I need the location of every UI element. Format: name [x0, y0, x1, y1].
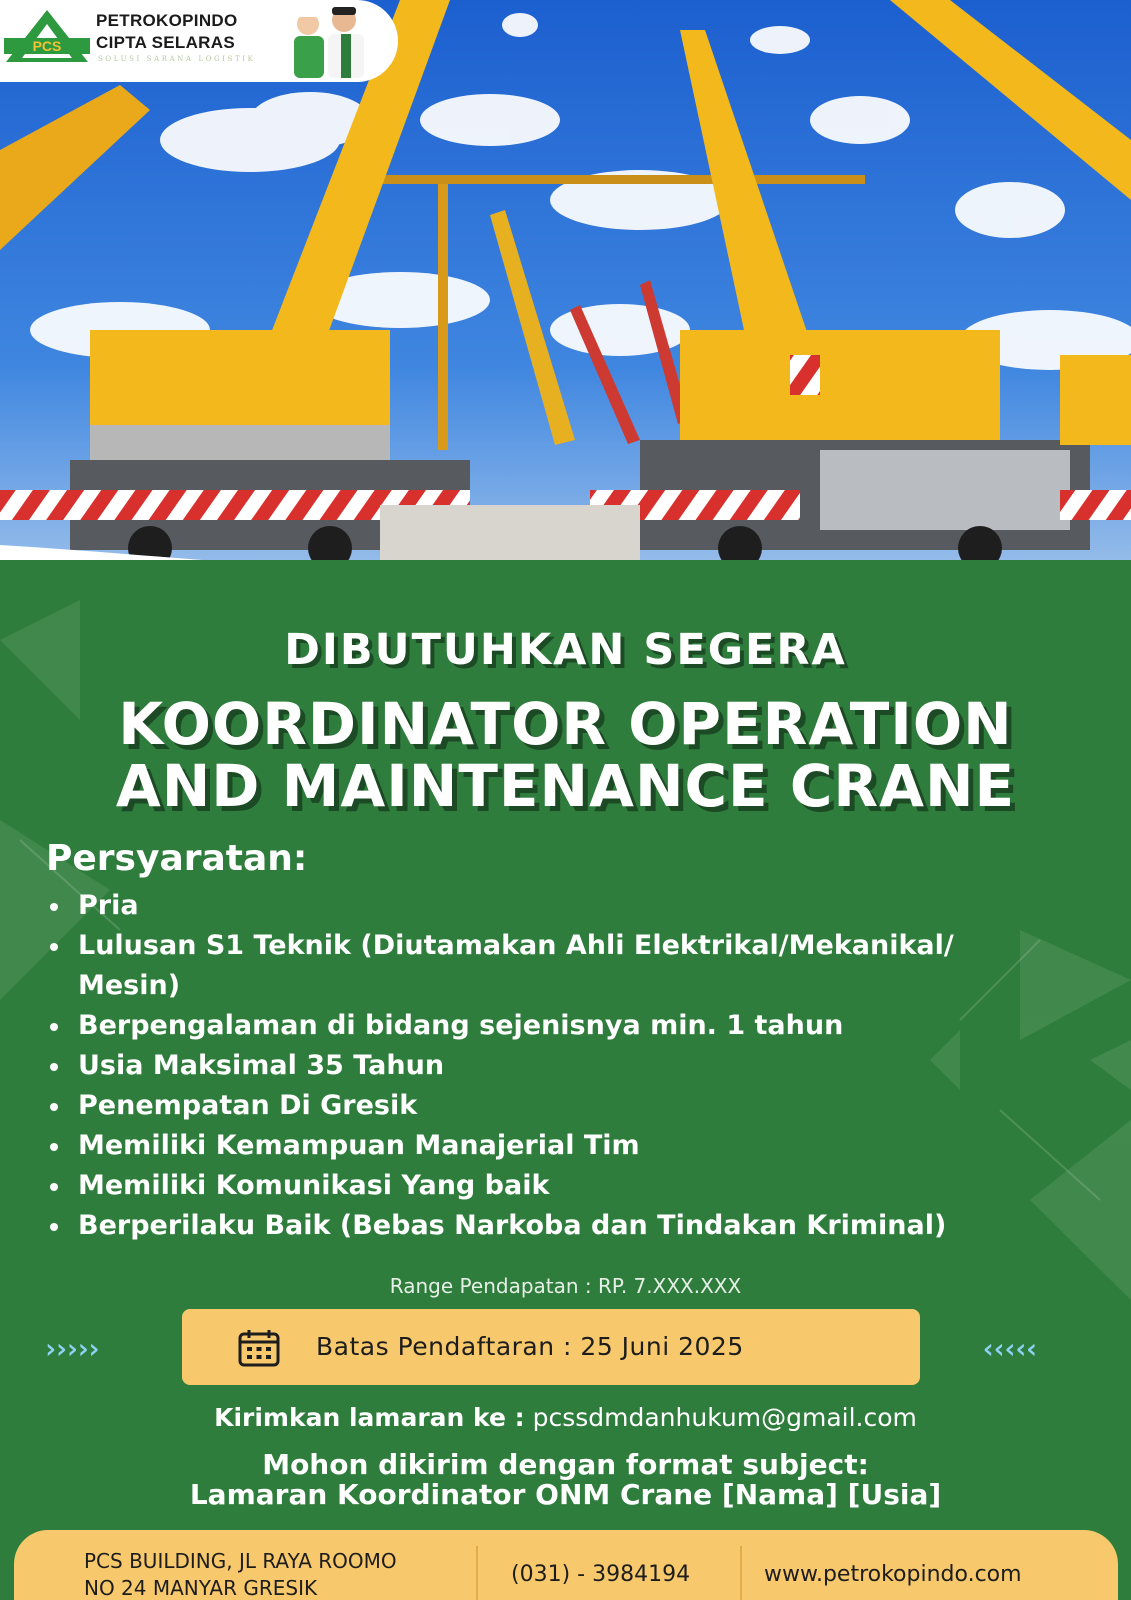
- logo-text: PCS: [32, 38, 62, 54]
- company-name-line2: CIPTA SELARAS: [96, 33, 235, 52]
- requirements-title: Persyaratan:: [46, 838, 308, 879]
- contact-footer: [14, 1530, 1118, 1600]
- mascot-figures: [286, 4, 372, 78]
- subject-instruction: Mohon dikirim dengan format subject:: [262, 1448, 869, 1481]
- application-email[interactable]: pcssdmdanhukum@gmail.com: [532, 1403, 917, 1432]
- calendar-icon: [238, 1329, 280, 1367]
- footer-phone: (031) - 3984194: [511, 1562, 691, 1587]
- address-line1: PCS BUILDING, JL RAYA ROOMO: [84, 1549, 397, 1573]
- hero-crane-photo: [0, 0, 1131, 610]
- requirement-item-continuation: Mesin): [78, 970, 181, 1001]
- footer-address: [84, 1548, 397, 1600]
- crane-illustration: [0, 0, 1131, 610]
- requirement-item: Berperilaku Baik (Bebas Narkoba dan Tindakan Kriminal): [46, 1206, 1106, 1246]
- requirement-item: Pria: [46, 886, 1106, 926]
- company-tagline: SOLUSI SARANA LOGISTIK: [98, 55, 256, 63]
- footer-divider: [476, 1546, 478, 1600]
- job-title-line2: AND MAINTENANCE CRANE: [115, 752, 1016, 820]
- salary-range: Range Pendapatan : RP. 7.XXX.XXX: [389, 1274, 742, 1298]
- send-label: Kirimkan lamaran ke :: [214, 1403, 525, 1432]
- requirement-item: Lulusan S1 Teknik (Diutamakan Ahli Elektrikal/Mekanikal/: [46, 926, 1106, 966]
- address-line2: NO 24 MANYAR GRESIK: [84, 1576, 318, 1600]
- job-title-line1: KOORDINATOR OPERATION: [118, 690, 1013, 758]
- requirement-item: Berpengalaman di bidang sejenisnya min. 1 tahun: [46, 1006, 1106, 1046]
- requirement-item: Memiliki Komunikasi Yang baik: [46, 1166, 1106, 1206]
- headline-urgent: DIBUTUHKAN SEGERA: [284, 625, 847, 675]
- requirement-item: Penempatan Di Gresik: [46, 1086, 1106, 1126]
- deadline-banner: [182, 1309, 920, 1385]
- requirements-list: [46, 886, 1106, 1246]
- company-logo-badge: [0, 0, 398, 82]
- chevron-right-icon: ›››››: [42, 1332, 97, 1365]
- company-name-line1: PETROKOPINDO: [96, 11, 238, 30]
- pcs-logo: [4, 8, 90, 64]
- requirement-item: Usia Maksimal 35 Tahun: [46, 1046, 1106, 1086]
- subject-format: Lamaran Koordinator ONM Crane [Nama] [Usia]: [189, 1478, 942, 1511]
- chevron-left-icon: ‹‹‹‹‹: [980, 1332, 1035, 1365]
- requirement-item: Memiliki Kemampuan Manajerial Tim: [46, 1126, 1106, 1166]
- deadline-text: Batas Pendaftaran : 25 Juni 2025: [316, 1332, 744, 1361]
- footer-divider: [740, 1546, 742, 1600]
- footer-website[interactable]: www.petrokopindo.com: [764, 1562, 1022, 1587]
- send-application-line: [0, 1403, 1131, 1432]
